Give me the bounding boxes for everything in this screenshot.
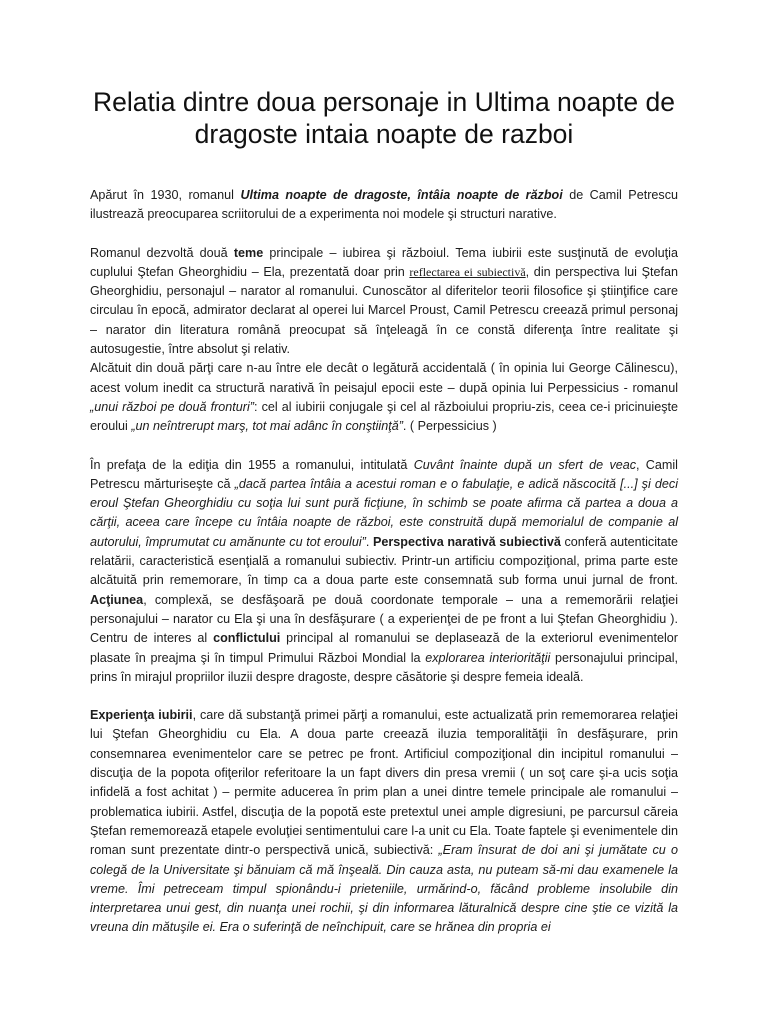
document-title: Relatia dintre doua personaje in Ultima noapte de dragoste intaia noapte de razboi [93, 87, 675, 149]
paragraph-themes: Romanul dezvoltă două teme principale – iubirea şi războiul. Tema iubirii este susţinută de evoluţia cuplului Ştefan Gheorghidiu – Ela, prezentată doar prin reflectarea ei subiectivă, din perspectiva lui Ştefan Gheorghidiu, personajul – narator al romanului. Cunoscător al diferitelor teorii filosofice şi ştiinţifice care circulau în epocă, admirator declarat al operei lui Marcel Proust, Camil Petrescu creează primul personaj – narator din literatura română preocupat să înţeleagă în ce constă diferenţa între realitate şi autosugestie, între absolut şi relativ. [90, 245, 678, 357]
document-body [90, 186, 678, 938]
link-reflectarea[interactable]: reflectarea ei subiectivă [409, 264, 526, 279]
paragraph-structure: Alcătuit din două părţi care n-au între ele decât o legătură accidentală ( în opinia lui George Călinescu), acest volum inedit ca structură narativă în peisajul epocii este – după opinia lui Perpessicius - romanul „unui război pe două fronturi”: cel al iubirii conjugale şi cel al războiului propriu-zis, ceea ce-i pricinuieşte eroului „un neîntrerupt marş, tot mai adânc în conştiinţă”. ( Perpessicius ) [90, 361, 679, 434]
keyword-teme: teme [233, 245, 264, 260]
novel-title: Ultima noapte de dragoste, întâia noapte de război [240, 188, 563, 202]
keyword-actiunea: Acţiunea [90, 592, 144, 607]
keyword-conflictului: conflictului [213, 631, 281, 646]
keyword-experienta: Experienţa iubirii [90, 708, 193, 723]
paragraph-intro: Apărut în 1930, romanul Ultima noapte de dragoste, întâia noapte de război de Camil Petrescu ilustrează preocuparea scriitorului de a experimenta noi modele şi structuri narative. [90, 188, 679, 222]
paragraph-preface: În prefaţa de la ediţia din 1955 a romanului, intitulată Cuvânt înainte după un sfert de veac, Camil Petrescu mărturiseşte că „dacă partea întâia a acestui roman e o fabulaţie, e adică născocită [...] şi deci eroul Ştefan Gheorghidiu cu soţia lui sunt pură ficţiune, în schimb se poate afirma că partea a doua a cărţii, aceea care începe cu întâia noapte de război, este construită după memorialul de companie al autorului, împrumutat cu amănunte cu tot eroului”. Perspectiva narativă subiectivă conferă autenticitate relatării, caracteristică esenţială a romanului subiectiv. Printr-un artificiu compoziţional, prima parte este alcătuită prin rememorare, în timp ca a doua parte este consemnată sub forma unui jurnal de front. Acţiunea, complexă, se desfăşoară pe două coordonate temporale – una a rememorării relaţiei personajului – narator cu Ela şi una în desfăşurare ( a experienţei de pe front a lui Ştefan Gheorghidiu ). Centru de interes al conflictului principal al romanului se deplasează de la exteriorul evenimentelor plasate în preajma şi în timpul Primului Război Mondial la explorarea interiorităţii personajului principal, prins în mirajul propriilor iluzii despre dragoste, despre căsătorie şi despre femeia ideală. [90, 457, 679, 684]
keyword-perspectiva: Perspectiva narativă subiectivă [372, 534, 561, 549]
paragraph-love: Experienţa iubirii, care dă substanţă primei părţi a romanului, este actualizată prin rememorarea relaţiei lui Ştefan Gheorghidiu cu Ela. A doua parte creează iluzia temporalităţii în desfăşurare, prin consemnarea evenimentelor care se petrec pe front. Artificiul compoziţional din incipitul romanului – discuţia de la popota ofiţerilor referitoare la un fapt divers din presa vremii ( un soţ care şi-a ucis soţia infidelă a fost achitat ) – permite aducerea în prim plan a unei dintre temele principale ale romanului – problematica iubirii. Astfel, discuţia de la popotă este pretextul unei ample digresiuni, pe parcursul căreia Ştefan rememorează etapele evoluţiei sentimentului care l-a unit cu Ela. Toate faptele şi evenimentele din roman sunt prezentate dintr-o perspectivă unică, subiectivă: „Eram însurat de doi ani şi jumătate cu o colegă de la Universitate şi bănuiam că mă înşeală. Din cauza asta, nu puteam să-mi dau examenele la vreme. Îmi petreceam timpul spionându-i prieteniile, urmărind-o, făcând probleme insolubile din interpretarea unui gest, din nuanţa unei rochii, şi din informarea lăturalnică despre cine ştie ce vizită la vreuna din mătuşile ei. Era o suferinţă de neînchipuit, care se hrănea din propria ei [90, 708, 678, 935]
